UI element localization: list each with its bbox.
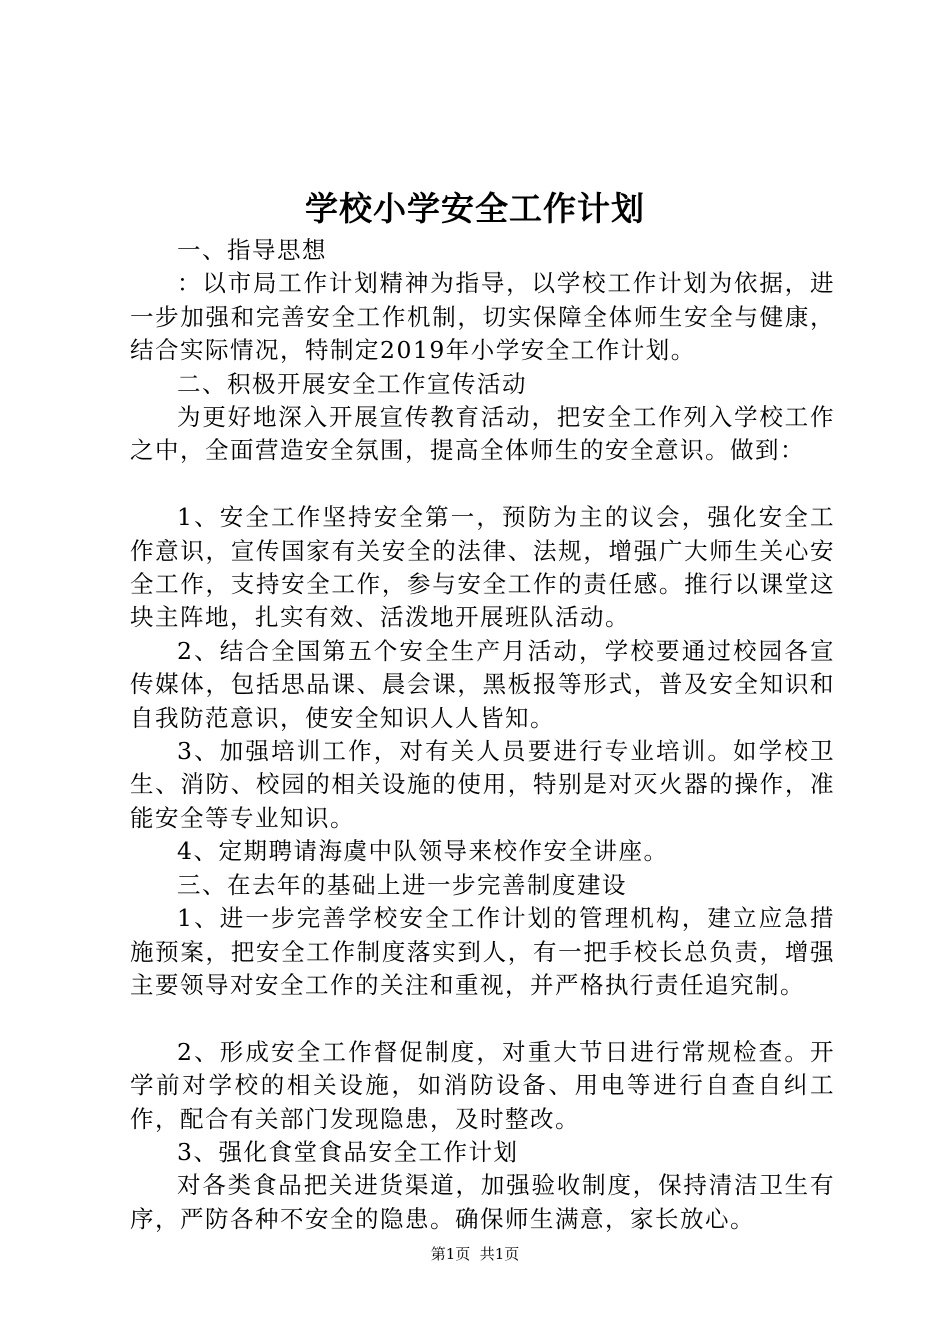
- paragraph-publicity-intro: 为更好地深入开展宣传教育活动，把安全工作列入学校工作之中，全面营造安全氛围，提高全体师生的安全意识。做到：: [130, 403, 835, 465]
- page-footer: [0, 1243, 950, 1265]
- paragraph-system-item-3: 3、强化食堂食品安全工作计划: [177, 1137, 519, 1166]
- paragraph-food-safety: 对各类食品把关进货渠道，加强验收制度，保持清洁卫生有序，严防各种不安全的隐患。确保师生满意，家长放心。: [130, 1171, 835, 1233]
- heading-system-building: 三、在去年的基础上进一步完善制度建设: [177, 870, 627, 899]
- paragraph-publicity-item-4: 4、定期聘请海虞中队领导来校作安全讲座。: [177, 837, 669, 866]
- paragraph-publicity-item-2: 2、结合全国第五个安全生产月活动，学校要通过校园各宣传媒体，包括思品课、晨会课，黑板报等形式，普及安全知识和自我防范意识，使安全知识人人皆知。: [130, 636, 835, 732]
- heading-guiding-thought: 一、指导思想: [177, 236, 327, 264]
- document-title: 学校小学安全工作计划: [305, 189, 645, 228]
- paragraph-system-item-2: 2、形成安全工作督促制度，对重大节日进行常规检查。开学前对学校的相关设施，如消防设备、用电等进行自查自纠工作，配合有关部门发现隐患，及时整改。: [130, 1037, 835, 1133]
- paragraph-publicity-item-1: 1、安全工作坚持安全第一，预防为主的议会，强化安全工作意识，宣传国家有关安全的法律、法规，增强广大师生关心安全工作，支持安全工作，参与安全工作的责任感。推行以课堂这块主阵地，扎实有效、活泼地开展班队活动。: [130, 503, 835, 632]
- page-number: 第1页 共1页: [430, 1245, 520, 1263]
- heading-publicity: 二、积极开展安全工作宣传活动: [177, 369, 527, 398]
- paragraph-publicity-item-3: 3、加强培训工作，对有关人员要进行专业培训。如学校卫生、消防、校园的相关设施的使用，特别是对灭火器的操作，准能安全等专业知识。: [130, 737, 835, 832]
- paragraph-system-item-1: 1、进一步完善学校安全工作计划的管理机构，建立应急措施预案，把安全工作制度落实到人，有一把手校长总负责，增强主要领导对安全工作的关注和重视，并严格执行责任追究制。: [130, 904, 835, 999]
- document-body: [130, 234, 835, 1236]
- paragraph-guiding-thought: ：以市局工作计划精神为指导，以学校工作计划为依据，进一步加强和完善安全工作机制，切实保障全体师生安全与健康，结合实际情况，特制定2019年小学安全工作计划。: [130, 269, 835, 365]
